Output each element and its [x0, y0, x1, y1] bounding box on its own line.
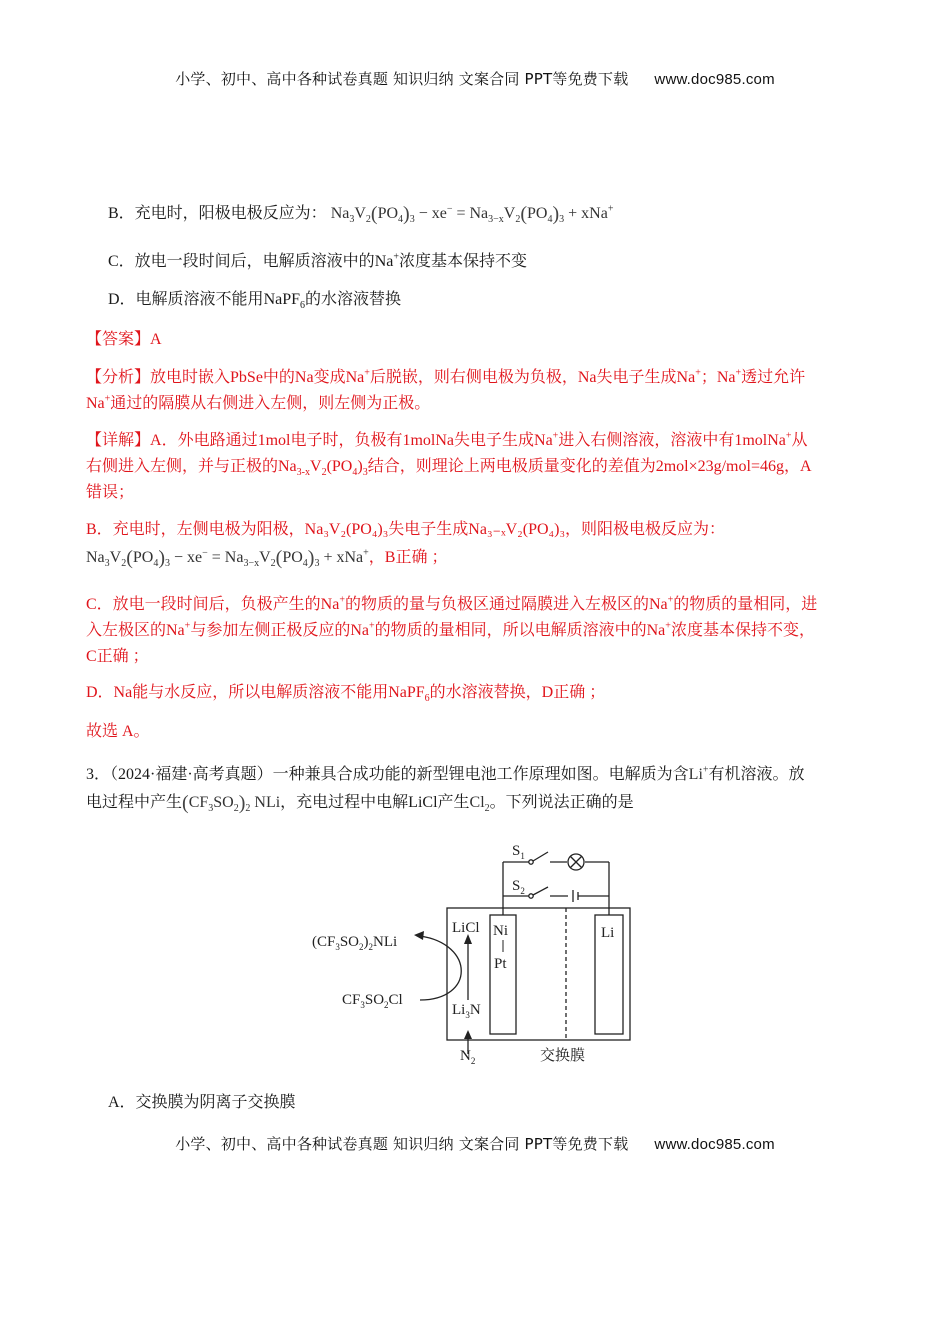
detail-text: A．外电路通过1mol电子时，负极有1molNa失电子生成Na: [150, 432, 553, 449]
svg-text:N2: $N_2$: [460, 1048, 476, 1066]
page-footer: [0, 1133, 950, 1154]
option-d-text: D．电解质溶液不能用: [108, 291, 264, 308]
footer-text: 小学、初中、高中各种试卷真题 知识归纳 文案合同 PPT等免费下载: [175, 1135, 629, 1153]
question-text: 3．（2024·福建·高考真题）一种兼具合成功能的新型锂电池工作原理如图。电解质为含: [86, 766, 689, 783]
question-text: 。下列说法正确的是: [489, 794, 634, 811]
question-text: 电过程中产生: [86, 794, 183, 811]
detail-text: 浓度基本保持不变，: [670, 622, 815, 639]
analysis-line-2: Na+通过的隔膜从右侧进入左侧，则左侧为正极。: [86, 393, 431, 412]
detail-text: 的物质的量与负极区通过隔膜进入左极区的Na: [344, 596, 668, 613]
option-b-label: B．充电时，阳极电极反应为：: [108, 205, 327, 222]
answer-value: A: [150, 331, 162, 348]
option-b: [108, 201, 888, 227]
detail-c-line-2: 入左极区的Na+与参加左侧正极反应的Na+的物质的量相同，所以电解质溶液中的Na+浓度基本保持不变，: [86, 620, 815, 639]
question-3-line-1: 3．（2024·福建·高考真题）一种兼具合成功能的新型锂电池工作原理如图。电解质为含Li+有机溶液。放: [86, 764, 805, 783]
question-3-option-a: [108, 1090, 888, 1116]
option-d-compound: NaPF: [263, 291, 301, 308]
option-a-text: A．交换膜为阴离子交换膜: [108, 1094, 296, 1111]
detail-text: 与参加左侧正极反应的Na: [190, 622, 369, 639]
detail-text: ，B正确 ；: [368, 549, 448, 566]
analysis-text: ；Na: [700, 369, 736, 386]
analysis-text: 透过允许: [741, 369, 806, 386]
option-d-sub: 6: [300, 300, 306, 312]
detail-text: 的物质的量相同，进: [673, 596, 818, 613]
svg-text:Li: Li: [601, 925, 615, 941]
option-c-text: C．放电一段时间后，电解质溶液中的: [108, 253, 375, 270]
detail-c-line-1: C．放电一段时间后，负极产生的Na+的物质的量与负极区通过隔膜进入左极区的Na+的物质的量相同，进: [86, 594, 818, 613]
detail-b-formula: $Na_3V_2(PO_4)_3 - xe^- = Na_{3-x}V_2(PO_4)_3 + xNa^+$: [86, 547, 369, 570]
conclusion-text: 故选 A。: [86, 723, 150, 740]
detail-a-line-1: 【详解】A．外电路通过1mol电子时，负极有1molNa失电子生成Na+进入右侧溶液，溶液中有1molNa+从: [86, 430, 808, 449]
analysis-text: 放电时嵌入PbSe中的Na变成Na: [150, 369, 365, 386]
analysis-tag: 【分析】: [86, 369, 151, 386]
question-text: 有机溶液。放: [708, 766, 805, 783]
battery-diagram: [300, 832, 640, 1072]
svg-text:S1: $S_1$: [512, 843, 525, 861]
curved-arrow: [420, 936, 461, 1000]
detail-c-line-3: [86, 644, 866, 670]
analysis-text: Na: [86, 395, 105, 412]
svg-text:CF3SO2Cl: $CF_3SO_2Cl$: [342, 992, 403, 1010]
svg-text:S2: $S_2$: [512, 878, 525, 896]
analysis-text: 后脱嵌，则右侧电极为负极，Na失电子生成Na: [369, 369, 696, 386]
question-3-line-2: 电过程中产生$(CF_3SO_2)_2$ NLi，充电过程中电解LiCl产生$Cl_2$。下列说法正确的是: [86, 792, 634, 815]
detail-text: 从: [791, 432, 808, 449]
detail-text: B．充电时，左侧电极为阳极，Na₃V₂(PO₄)₃失电子生成Na₃₋ₓV₂(PO₄)₃，则阳极电极反应为：: [86, 521, 726, 538]
svg-text:交换膜: 交换膜: [540, 1048, 586, 1064]
header-text: 小学、初中、高中各种试卷真题 知识归纳 文案合同 PPT等免费下载: [175, 70, 629, 88]
detail-text: C正确 ；: [86, 648, 149, 665]
answer: [86, 327, 866, 353]
detail-tag: 【详解】: [86, 432, 151, 449]
detail-text: C．放电一段时间后，负极产生的Na: [86, 596, 340, 613]
svg-text:LiCl: LiCl: [452, 920, 480, 936]
detail-text: 的物质的量相同，所以电解质溶液中的Na: [374, 622, 666, 639]
answer-tag: 【答案】: [86, 331, 151, 348]
option-c-text-end: 浓度基本保持不变: [398, 253, 527, 270]
question-text: ，充电过程中电解LiCl产生: [280, 794, 470, 811]
conclusion: [86, 719, 866, 745]
option-c: C．放电一段时间后，电解质溶液中的Na+浓度基本保持不变: [108, 251, 527, 270]
detail-d-line: D．Na能与水反应，所以电解质溶液不能用NaPF$_6$的水溶液替换，D正确 ；: [86, 684, 606, 705]
detail-text: 的水溶液替换，D正确 ；: [429, 684, 606, 701]
detail-b-line-1: [86, 517, 866, 543]
analysis-line-1: 【分析】放电时嵌入PbSe中的Na变成Na+后脱嵌，则右侧电极为负极，Na失电子生成Na+；Na+透过允许: [86, 367, 806, 386]
svg-text:Pt: Pt: [494, 956, 507, 972]
page-header: [0, 68, 950, 89]
option-c-ion: Na: [374, 253, 394, 270]
analysis-text: 通过的隔膜从右侧进入左侧，则左侧为正极。: [110, 395, 431, 412]
header-url[interactable]: www.doc985.com: [654, 71, 775, 88]
detail-text: 入左极区的Na: [86, 622, 185, 639]
svg-text:Ni: Ni: [493, 923, 508, 939]
svg-text:Li3N: $Li_3N$: [452, 1002, 481, 1020]
option-d-text-end: 的水溶液替换: [305, 291, 402, 308]
detail-text: 进入右侧溶液，溶液中有1molNa: [558, 432, 786, 449]
detail-text: 结合，则理论上两电极质量变化的差值为2mol×23g/mol=46g，A: [367, 458, 812, 475]
detail-a-line-2: 右侧进入左侧，并与正极的$Na_{3-x}V_2(PO_4)_3$结合，则理论上两电极质量变化的差值为2mol×23g/mol=46g，A: [86, 458, 812, 479]
option-d: [108, 287, 888, 313]
footer-url[interactable]: www.doc985.com: [654, 1136, 775, 1153]
svg-text:(CF3SO2)2NLi: $(CF_3SO_2)_2NLi$: [312, 934, 398, 952]
detail-text: D．Na能与水反应，所以电解质溶液不能用NaPF: [86, 684, 425, 701]
detail-text: 错误；: [86, 484, 135, 501]
detail-b-line-2: [86, 545, 866, 571]
option-b-formula: $Na_3V_2(PO_4)_3 - xe^- = Na_{3-x}V_2(PO_4)_3 + xNa^+$: [330, 203, 614, 226]
detail-a-line-3: [86, 480, 866, 506]
detail-text: 右侧进入左侧，并与正极的Na: [86, 458, 297, 475]
